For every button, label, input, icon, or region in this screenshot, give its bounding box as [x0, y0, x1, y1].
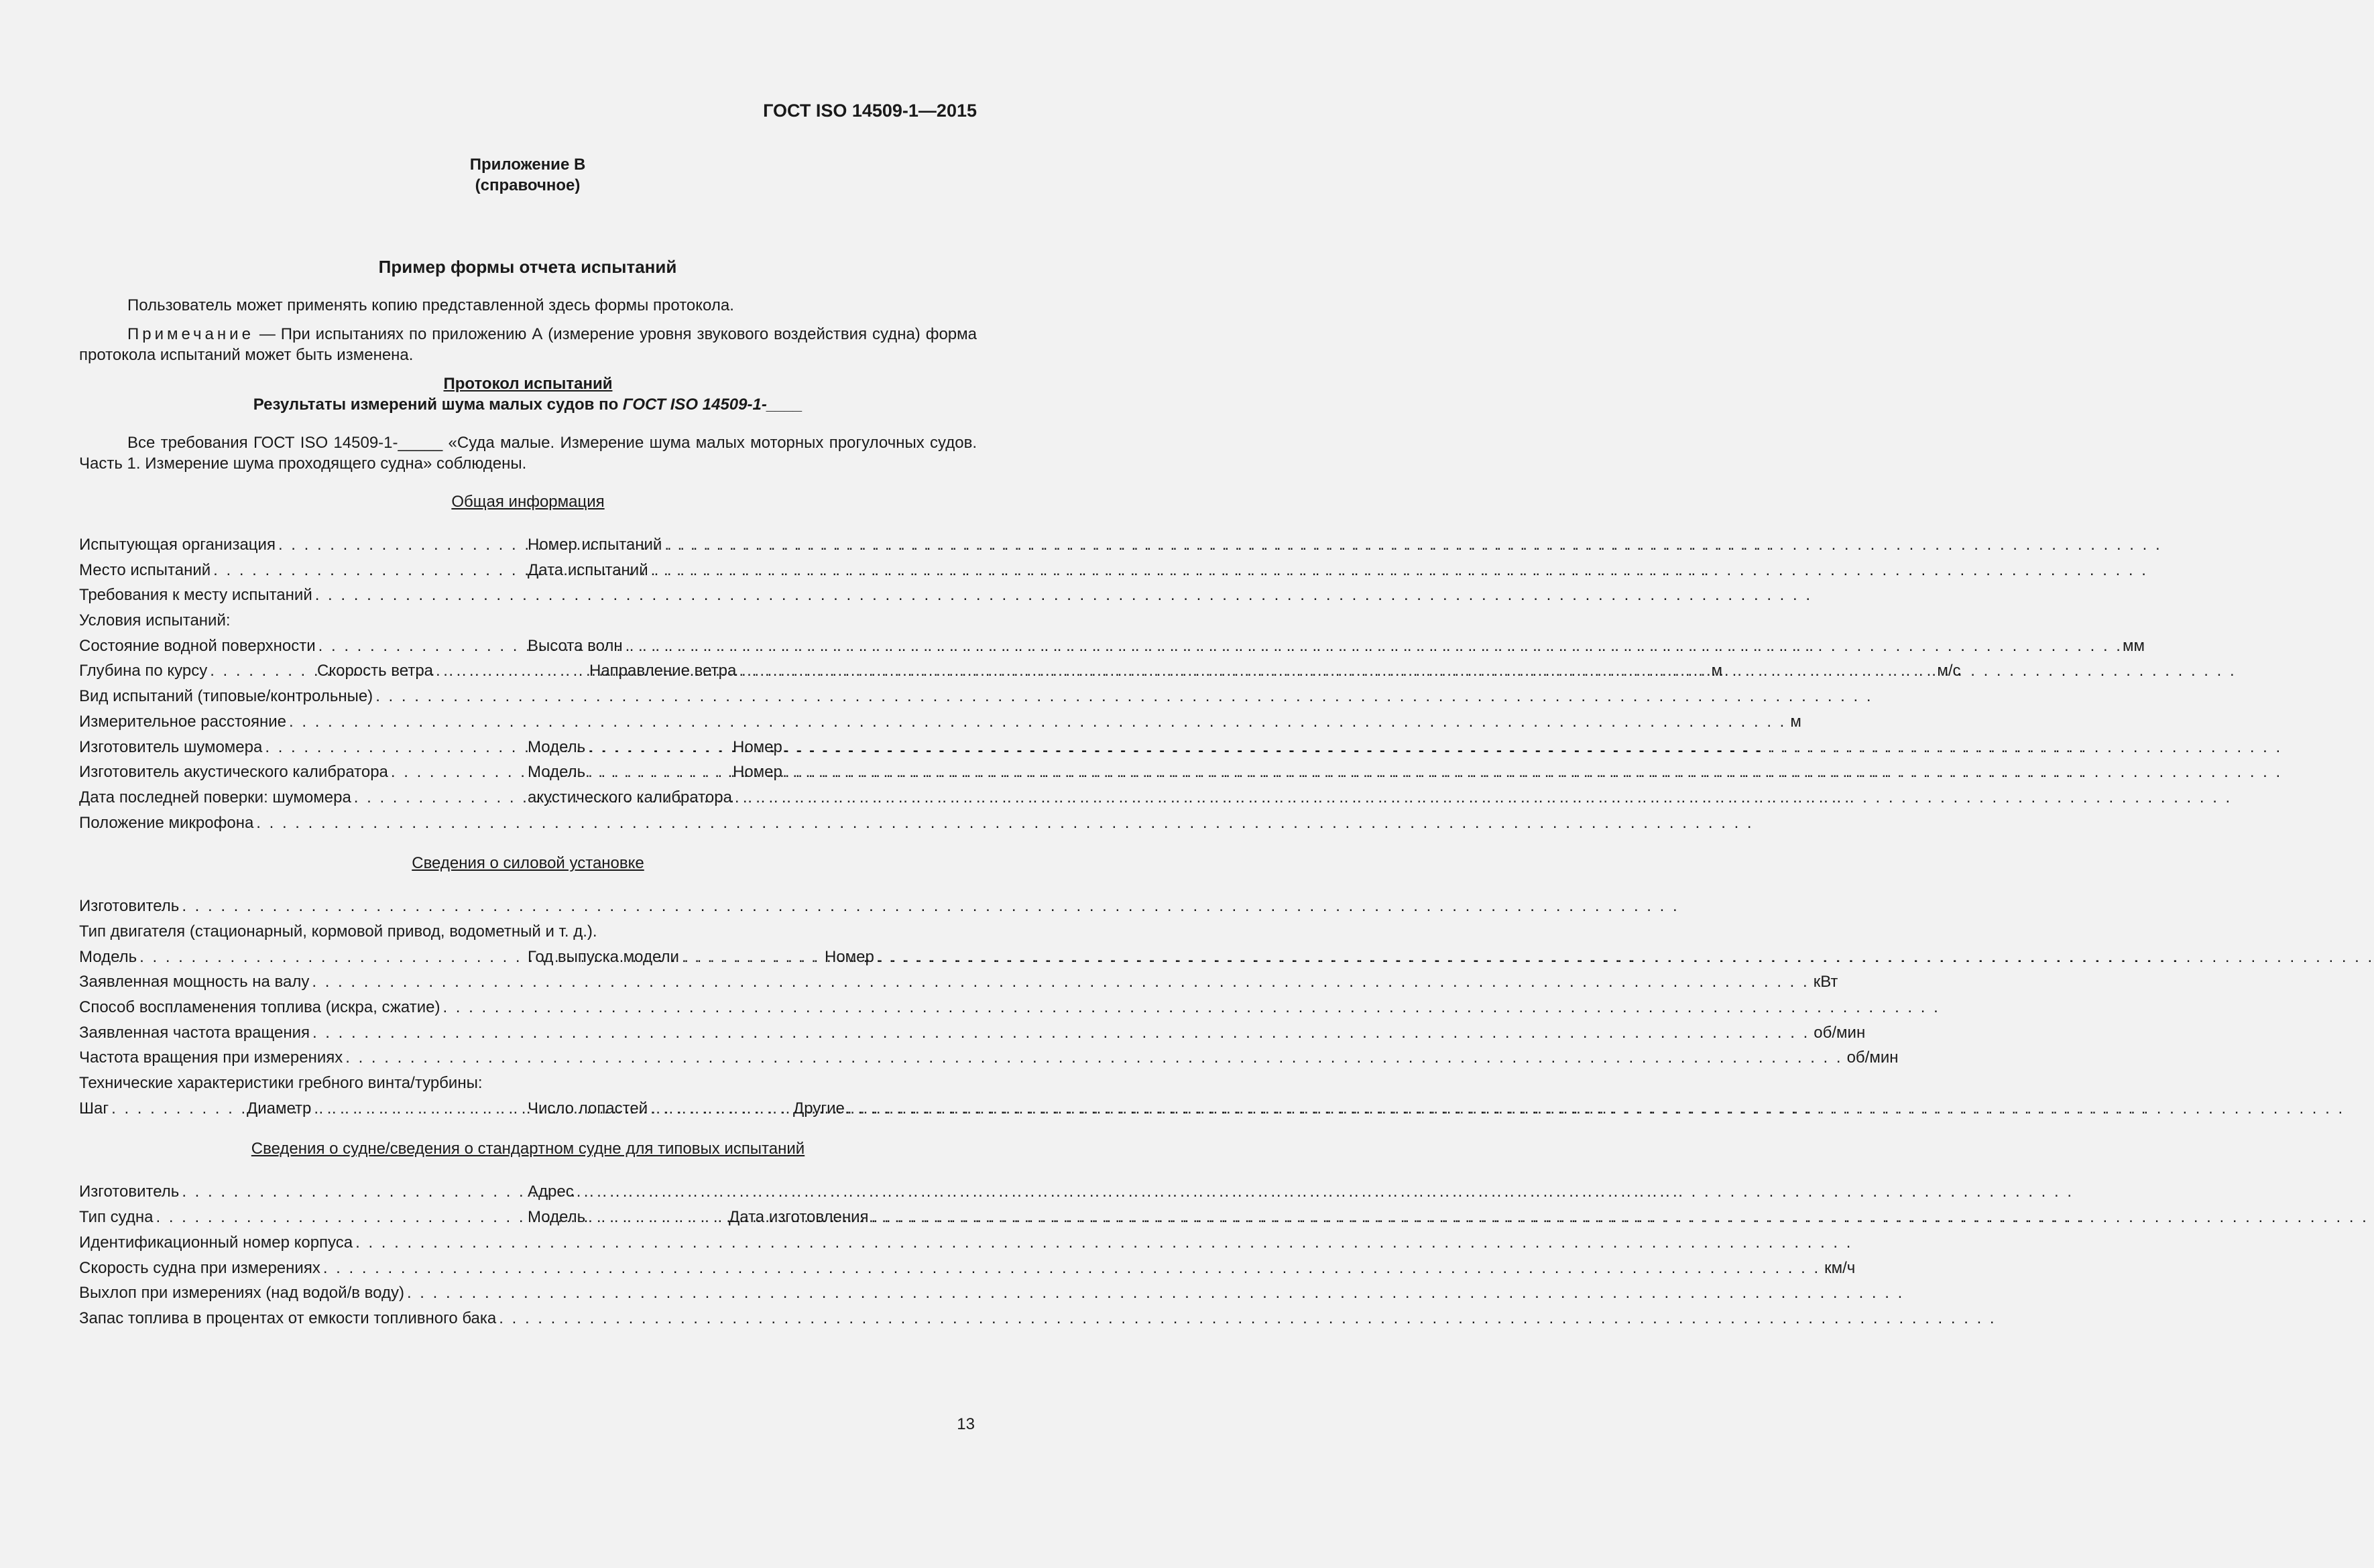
fill-line — [574, 1179, 2074, 1205]
field-label: Выхлоп при измерениях (над водой/в воду) — [79, 1284, 404, 1303]
field-label: Изготовитель — [79, 897, 180, 916]
field-build-date[interactable] — [729, 1205, 2369, 1230]
engine-type-label: Тип двигателя (стационарный, кормовой привод, водометный и т. д.). — [79, 922, 597, 941]
form-row-vessel-type — [79, 1205, 977, 1230]
fill-line — [310, 1020, 1809, 1046]
note-label: Примечание — [127, 325, 254, 343]
field-vessel-model[interactable] — [528, 1205, 729, 1230]
field-label: Скорость ветра — [317, 662, 434, 680]
fill-line — [623, 634, 2123, 659]
field-label: Дата испытаний — [528, 560, 648, 579]
form-row-power — [79, 969, 1838, 995]
form-row-depth-wind — [79, 658, 1961, 684]
form-row-engine-model — [79, 945, 977, 970]
field-label: Заявленная частота вращения — [79, 1023, 310, 1042]
field-label: Испытующая организация — [79, 536, 276, 554]
fill-line — [736, 658, 2236, 684]
field-label: Другие — [793, 1099, 845, 1118]
field-label: Состояние водной поверхности — [79, 636, 316, 655]
fill-line — [179, 894, 1679, 919]
fill-line — [782, 760, 2282, 785]
protocol-subtitle — [79, 394, 977, 415]
field-label: Модель — [528, 1208, 586, 1227]
field-ignition[interactable] — [79, 995, 1940, 1020]
field-blades[interactable] — [528, 1096, 793, 1122]
document-body — [79, 295, 2145, 1331]
form-row-propeller-params — [79, 1096, 977, 1122]
page-number: 13 — [957, 1415, 975, 1433]
field-label: акустического калибратора — [528, 788, 732, 806]
form-row-organization — [79, 532, 977, 558]
form-row-fuel — [79, 1306, 977, 1331]
form-row-conditions — [79, 608, 977, 634]
fill-line — [253, 810, 1753, 836]
field-engine-maker[interactable] — [79, 894, 1679, 919]
field-label: Изготовитель — [79, 1183, 180, 1201]
field-label: Шаг — [79, 1099, 109, 1118]
form-row-slm — [79, 735, 977, 760]
field-label: Номер — [733, 763, 782, 782]
field-exhaust[interactable] — [79, 1280, 525, 1306]
fill-line — [440, 995, 1940, 1020]
field-diameter[interactable] — [247, 1096, 528, 1122]
field-organization[interactable] — [79, 532, 528, 558]
field-label: Модель — [528, 763, 586, 782]
field-label: Глубина по курсу — [79, 662, 208, 680]
field-rpm-declared[interactable] — [79, 1020, 1866, 1046]
field-label: Скорость судна при измерениях — [79, 1258, 320, 1277]
requirements-paragraph: Все требования ГОСТ ISO 14509-1-_____ «Суда малые. Измерение шума малых моторных прогулочных судов. Часть 1. Измерение шума проходящего судна» соблюдены. — [79, 434, 977, 473]
field-label: Направление ветра — [589, 662, 737, 680]
form-row-place — [79, 558, 977, 583]
form-row-place-requirements — [79, 583, 977, 608]
section-heading-general: Общая информация — [451, 493, 605, 511]
unit-label: об/мин — [1846, 1048, 1899, 1067]
field-calibrator-model[interactable] — [528, 760, 733, 785]
form-row-vessel-maker — [79, 1179, 977, 1205]
field-label: Положение микрофона — [79, 813, 254, 832]
unit-label: м — [1711, 662, 1723, 680]
field-microphone-position[interactable] — [79, 810, 1754, 836]
field-test-number[interactable] — [528, 532, 2162, 558]
field-water-surface[interactable] — [79, 634, 528, 659]
fill-line — [404, 1280, 1904, 1306]
appendix-title: Приложение В — [469, 156, 586, 174]
document-code: ГОСТ ISO 14509-1—2015 — [763, 101, 977, 121]
field-place[interactable] — [79, 558, 528, 583]
fill-line — [662, 532, 2161, 558]
field-measurement-distance[interactable] — [79, 709, 1801, 735]
form-row-propeller — [79, 1071, 977, 1096]
fill-line — [845, 1096, 2345, 1122]
form-row-rpm-measured — [79, 1045, 1899, 1071]
field-label: Вид испытаний (типовые/контрольные) — [79, 687, 373, 706]
appendix-heading — [0, 154, 1055, 196]
fill-line — [309, 969, 1809, 995]
unit-label: км/ч — [1824, 1258, 1856, 1277]
protocol-heading — [79, 373, 977, 415]
field-label: Дата изготовления — [729, 1208, 869, 1227]
field-label: Измерительное расстояние — [79, 712, 287, 731]
field-rpm-measured[interactable] — [79, 1045, 1899, 1071]
form-row-engine-maker — [79, 894, 977, 919]
form-row-speed — [79, 1256, 1856, 1281]
field-vessel-maker[interactable] — [79, 1179, 528, 1205]
form-row-rpm-declared — [79, 1020, 1866, 1046]
fill-line — [343, 1045, 1842, 1071]
fill-line — [286, 709, 1786, 735]
field-label: Модель — [79, 947, 137, 966]
field-slm-model[interactable] — [528, 735, 733, 760]
section-heading-power: Сведения о силовой установке — [412, 854, 644, 873]
field-label: Тип судна — [79, 1208, 154, 1227]
field-label: Идентификационный номер корпуса — [79, 1233, 353, 1252]
field-slm-maker[interactable] — [79, 735, 528, 760]
field-label: Диаметр — [247, 1099, 312, 1118]
field-test-type[interactable] — [79, 684, 1873, 709]
field-wave-height[interactable] — [528, 634, 2145, 659]
fill-line — [732, 785, 2232, 810]
form-row-hull-id — [79, 1230, 977, 1256]
field-label: Адрес — [528, 1183, 574, 1201]
form-row-engine-type — [79, 919, 977, 945]
form-row-microphone — [79, 810, 977, 836]
field-label: Число лопастей — [528, 1099, 648, 1118]
field-test-date[interactable] — [528, 558, 2148, 583]
fill-line — [312, 583, 1812, 608]
field-other[interactable] — [793, 1096, 2345, 1122]
main-title: Пример формы отчета испытаний — [378, 257, 677, 277]
form-row-water — [79, 634, 2145, 659]
field-label: Номер — [733, 737, 782, 756]
unit-label: мм — [2122, 636, 2145, 655]
field-place-requirements[interactable] — [79, 583, 1812, 608]
section-heading-vessel: Сведения о судне/сведения о стандартном судне для типовых испытаний — [251, 1140, 805, 1158]
field-label: Год выпуска модели — [528, 947, 679, 966]
protocol-subtitle-standard: ГОСТ ISO 14509-1-____ — [622, 396, 803, 414]
field-label: Изготовитель шумомера — [79, 737, 263, 756]
unit-label: кВт — [1813, 973, 1838, 991]
field-hull-id[interactable] — [79, 1230, 1852, 1256]
field-label: Высота волн — [528, 636, 623, 655]
fill-line — [373, 684, 1873, 709]
form-row-exhaust — [79, 1280, 977, 1306]
field-label: Частота вращения при измерениях — [79, 1048, 343, 1067]
unit-label: об/мин — [1814, 1023, 1866, 1042]
unit-label: м/с — [1937, 662, 1961, 680]
field-model-year[interactable] — [528, 945, 825, 970]
propeller-label: Технические характеристики гребного винта/турбины: — [79, 1074, 483, 1093]
field-engine-number[interactable] — [825, 945, 2374, 970]
protocol-title: Протокол испытаний — [443, 375, 613, 393]
field-verification-slm[interactable] — [79, 785, 528, 810]
form-row-test-type — [79, 684, 977, 709]
field-label: Запас топлива в процентах от емкости топливного бака — [79, 1309, 497, 1327]
field-label: Номер — [825, 947, 874, 966]
appendix-subtitle: (справочное) — [475, 176, 581, 194]
field-calibrator-number[interactable] — [733, 760, 2282, 785]
field-wind-direction[interactable] — [562, 658, 2237, 684]
field-label: Место испытаний — [79, 560, 211, 579]
protocol-subtitle-prefix: Результаты измерений шума малых судов по — [253, 396, 623, 414]
field-declared-power[interactable] — [79, 969, 1838, 995]
form-row-verification — [79, 785, 977, 810]
field-label: Способ воспламенения топлива (искра, сжатие) — [79, 998, 440, 1016]
field-label: Изготовитель акустического калибратора — [79, 763, 388, 782]
field-calibrator-maker[interactable] — [79, 760, 528, 785]
form-row-distance — [79, 709, 1801, 735]
field-slm-number[interactable] — [733, 735, 2282, 760]
fill-line — [782, 735, 2282, 760]
field-address[interactable] — [528, 1179, 2074, 1205]
field-vessel-speed[interactable] — [79, 1256, 1856, 1281]
field-label: Номер испытаний — [528, 536, 662, 554]
field-pitch[interactable] — [79, 1096, 247, 1122]
field-verification-calibrator[interactable] — [528, 785, 2232, 810]
fill-line — [874, 945, 2374, 970]
form-row-calibrator — [79, 760, 977, 785]
note-text: — При испытаниях по приложению А (измерение уровня звукового воздействия судна) форма протокола испытаний может быть изменена. — [79, 325, 977, 364]
fill-line — [869, 1205, 2369, 1230]
field-label: Дата последней поверки: шумомера — [79, 788, 351, 806]
note-paragraph — [79, 324, 977, 365]
field-engine-model[interactable] — [79, 945, 528, 970]
fill-line — [353, 1230, 1852, 1256]
intro-paragraph: Пользователь может применять копию представленной здесь формы протокола. — [127, 296, 734, 314]
field-label: Заявленная мощность на валу — [79, 973, 310, 991]
field-vessel-type[interactable] — [79, 1205, 528, 1230]
conditions-label: Условия испытаний: — [79, 611, 231, 630]
field-label: Требования к месту испытаний — [79, 586, 312, 605]
form-row-ignition — [79, 995, 977, 1020]
fill-line — [648, 558, 2148, 583]
fill-line — [320, 1256, 1820, 1281]
unit-label: м — [1790, 712, 1801, 731]
fill-line — [496, 1306, 1996, 1331]
field-fuel-reserve[interactable] — [79, 1306, 1997, 1331]
field-label: Модель — [528, 737, 586, 756]
